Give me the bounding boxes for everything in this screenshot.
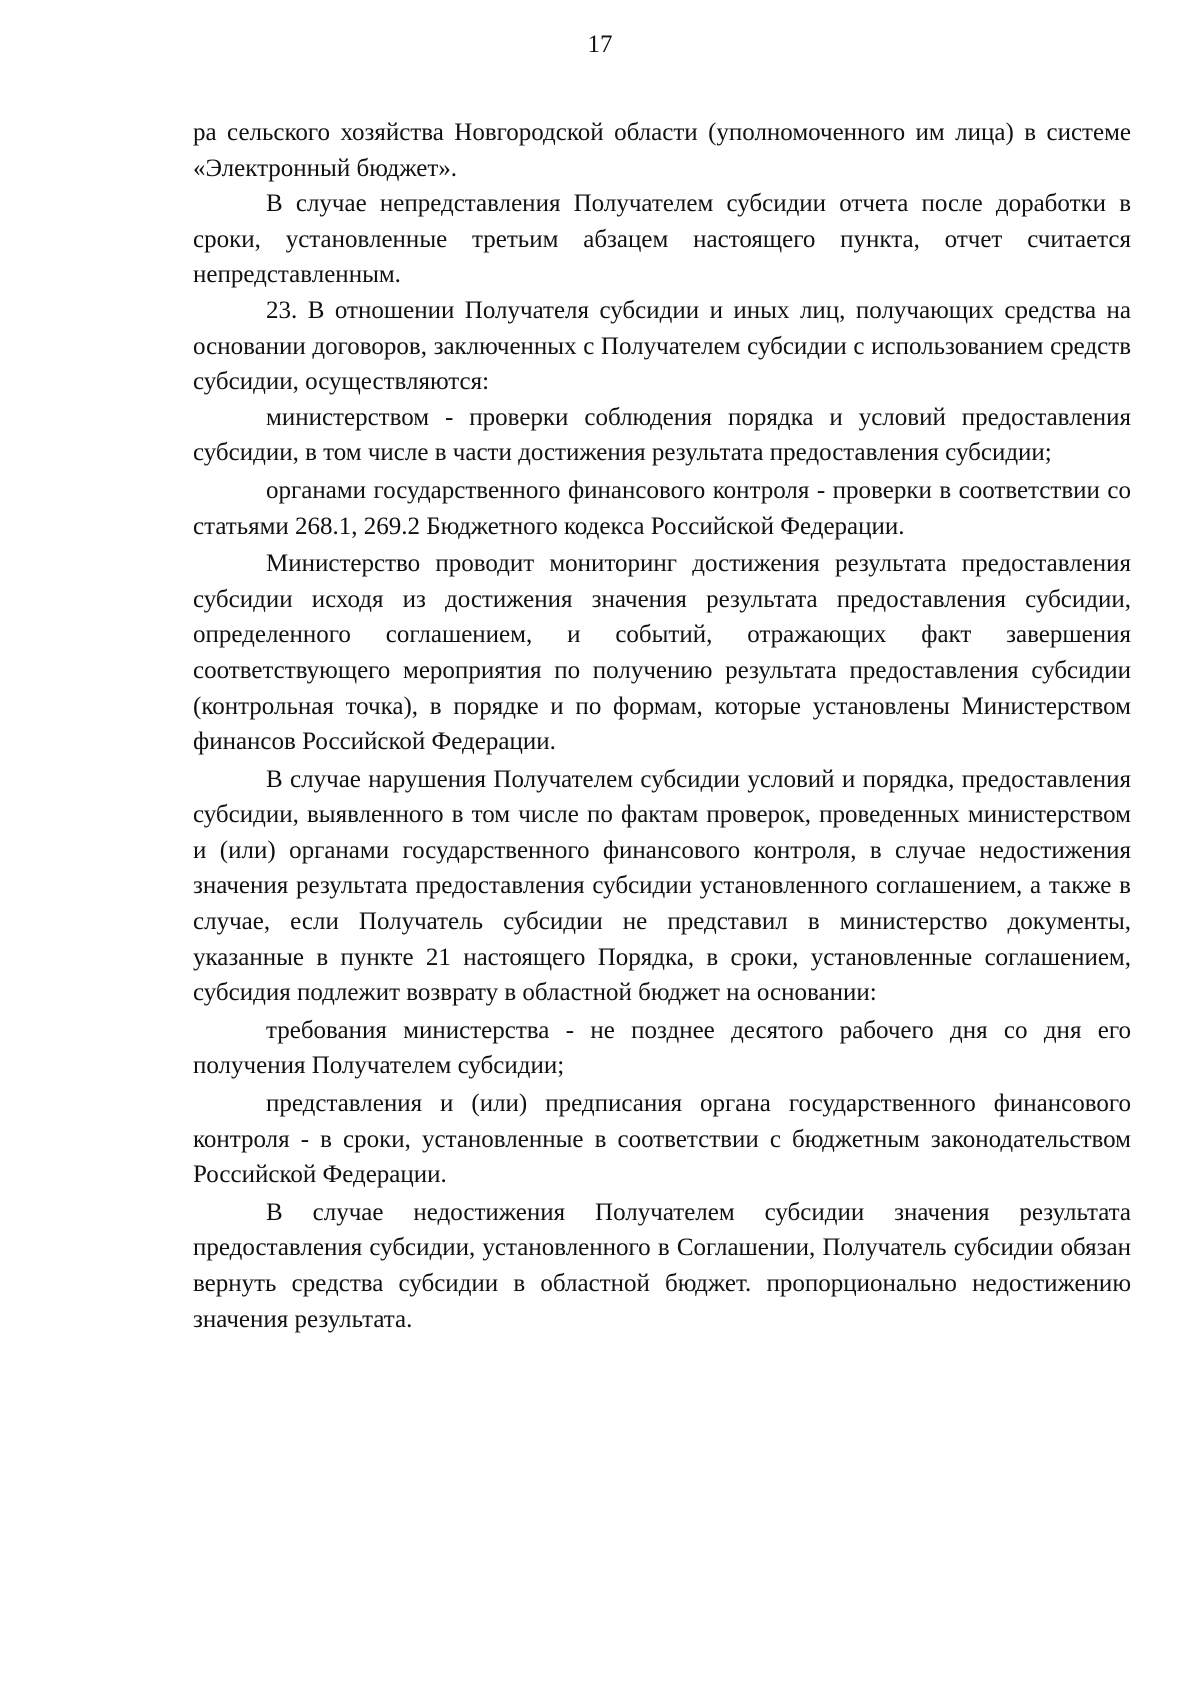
paragraph-violation-return: В случае нарушения Получателем субсидии условий и порядка, предоставления субсидии, выявленного в том числе по фактам проверок, проведенных министерством и (или) органами государственного финансового контроля, в случае недостижения значения результата предоставления субсидии установленного соглашением, а также в случае, если Получатель субсидии не представил в министерство документы, указанные в пункте 21 настоящего Порядка, в сроки, установленные соглашением, субсидия подлежит возврату в областной бюджет на основании: [193, 765, 1131, 1007]
paragraph-monitoring: Министерство проводит мониторинг достижения результата предоставления субсидии исходя из достижения значения результата предоставления субсидии, определенного соглашением, и событий, отражающих факт завершения соответствующего мероприятия по получению результата предоставления субсидии (контрольная точка), в порядке и по формам, которые установлены Министерством финансов Российской Федерации. [193, 550, 1131, 756]
paragraph-report-not-submitted: В случае непредставления Получателем субсидии отчета после доработки в сроки, установленные третьим абзацем настоящего пункта, отчет считается непредставленным. [193, 190, 1131, 289]
paragraph-ministry-requirement: требования министерства - не позднее десятого рабочего дня со дня его получения Получателем субсидии; [193, 1016, 1131, 1080]
paragraph-proportional-return: В случае недостижения Получателем субсидии значения результата предоставления субсидии, установленного в Соглашении, Получатель субсидии обязан вернуть средства субсидии в областной бюджет. пропорционально недостижению значения результата. [193, 1198, 1131, 1333]
document-body [193, 115, 1131, 1337]
paragraph-financial-control: органами государственного финансового контроля - проверки в соответствии со статьями 268.1, 269.2 Бюджетного кодекса Российской Федерации. [193, 476, 1131, 540]
paragraph-control-order: представления и (или) предписания органа государственного финансового контроля - в сроки, установленные в соответствии с бюджетным законодательством Российской Федерации. [193, 1090, 1131, 1189]
paragraph-clause-23: 23. В отношении Получателя субсидии и иных лиц, получающих средства на основании договоров, заключенных с Получателем субсидии с использованием средств субсидии, осуществляются: [193, 296, 1131, 396]
paragraph-continuation: ра сельского хозяйства Новгородской области (уполномоченного им лица) в системе «Электронный бюджет». [193, 119, 1131, 182]
page-number: 17 [587, 31, 613, 58]
paragraph-ministry-checks: министерством - проверки соблюдения порядка и условий предоставления субсидии, в том числе в части достижения результата предоставления субсидии; [193, 403, 1131, 467]
